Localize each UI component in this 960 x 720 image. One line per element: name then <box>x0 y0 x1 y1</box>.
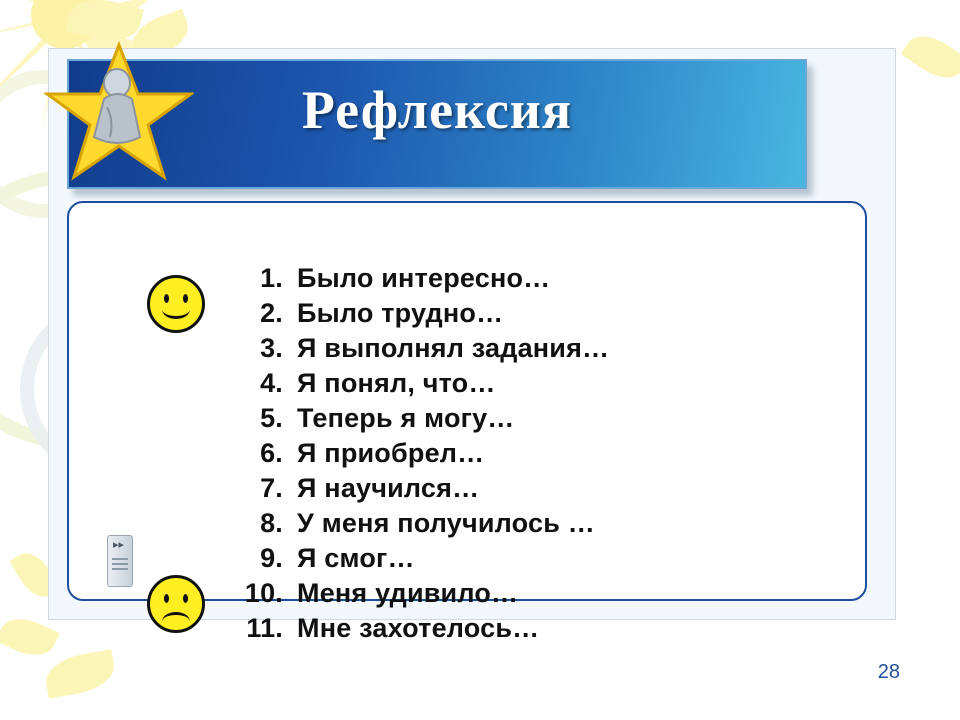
list-item-label: Было интересно… <box>297 263 551 293</box>
list-item-number: 2. <box>260 298 283 328</box>
list-item-number: 1. <box>260 263 283 293</box>
list-item-label: У меня получилось … <box>297 508 595 538</box>
smiley-sad-icon <box>147 575 205 633</box>
list-item <box>239 576 849 611</box>
list-item-label: Было трудно… <box>297 298 504 328</box>
eye-icon <box>183 594 188 603</box>
page-title: Рефлексия <box>301 80 573 140</box>
reflection-list <box>239 261 849 646</box>
list-item-number: 4. <box>260 368 283 398</box>
list-item <box>239 506 849 541</box>
list-item-number: 7. <box>260 473 283 503</box>
star-icon <box>44 37 194 187</box>
list-item-label: Меня удивило… <box>297 578 519 608</box>
handle-grip-line <box>112 558 128 560</box>
list-item-label: Мне захотелось… <box>297 613 540 643</box>
list-item-number: 8. <box>260 508 283 538</box>
list-item <box>239 401 849 436</box>
list-item-number: 9. <box>260 543 283 573</box>
list-item-label: Я смог… <box>297 543 415 573</box>
slide-canvas <box>48 48 896 643</box>
eye-icon <box>164 594 169 603</box>
collapse-handle-icon[interactable] <box>107 535 133 587</box>
list-item <box>239 471 849 506</box>
mouth-icon <box>162 300 190 319</box>
list-item-label: Я приобрел… <box>297 438 485 468</box>
list-item <box>239 296 849 331</box>
reflection-panel <box>67 201 867 643</box>
list-item-number: 5. <box>260 403 283 433</box>
page-number: 28 <box>877 661 900 683</box>
list-item-number: 10. <box>244 578 283 608</box>
list-item <box>239 611 849 646</box>
handle-grip-line <box>112 568 128 570</box>
background-petal <box>42 649 118 699</box>
handle-grip-line <box>112 563 128 565</box>
chevron-right-double-icon: ▸▸ <box>113 539 125 551</box>
list-item <box>239 331 849 366</box>
list-item-label: Я понял, что… <box>297 368 496 398</box>
list-item-number: 6. <box>260 438 283 468</box>
list-item <box>239 436 849 471</box>
list-item-number: 3. <box>260 333 283 363</box>
list-item-label: Я научился… <box>297 473 480 503</box>
mouth-icon <box>162 612 190 631</box>
background-petal <box>901 26 960 88</box>
smiley-happy-icon <box>147 275 205 333</box>
list-item <box>239 366 849 401</box>
list-item-number: 11. <box>246 613 283 643</box>
list-item <box>239 261 849 296</box>
list-item <box>239 541 849 576</box>
list-item-label: Я выполнял задания… <box>297 333 610 363</box>
list-item-label: Теперь я могу… <box>297 403 515 433</box>
